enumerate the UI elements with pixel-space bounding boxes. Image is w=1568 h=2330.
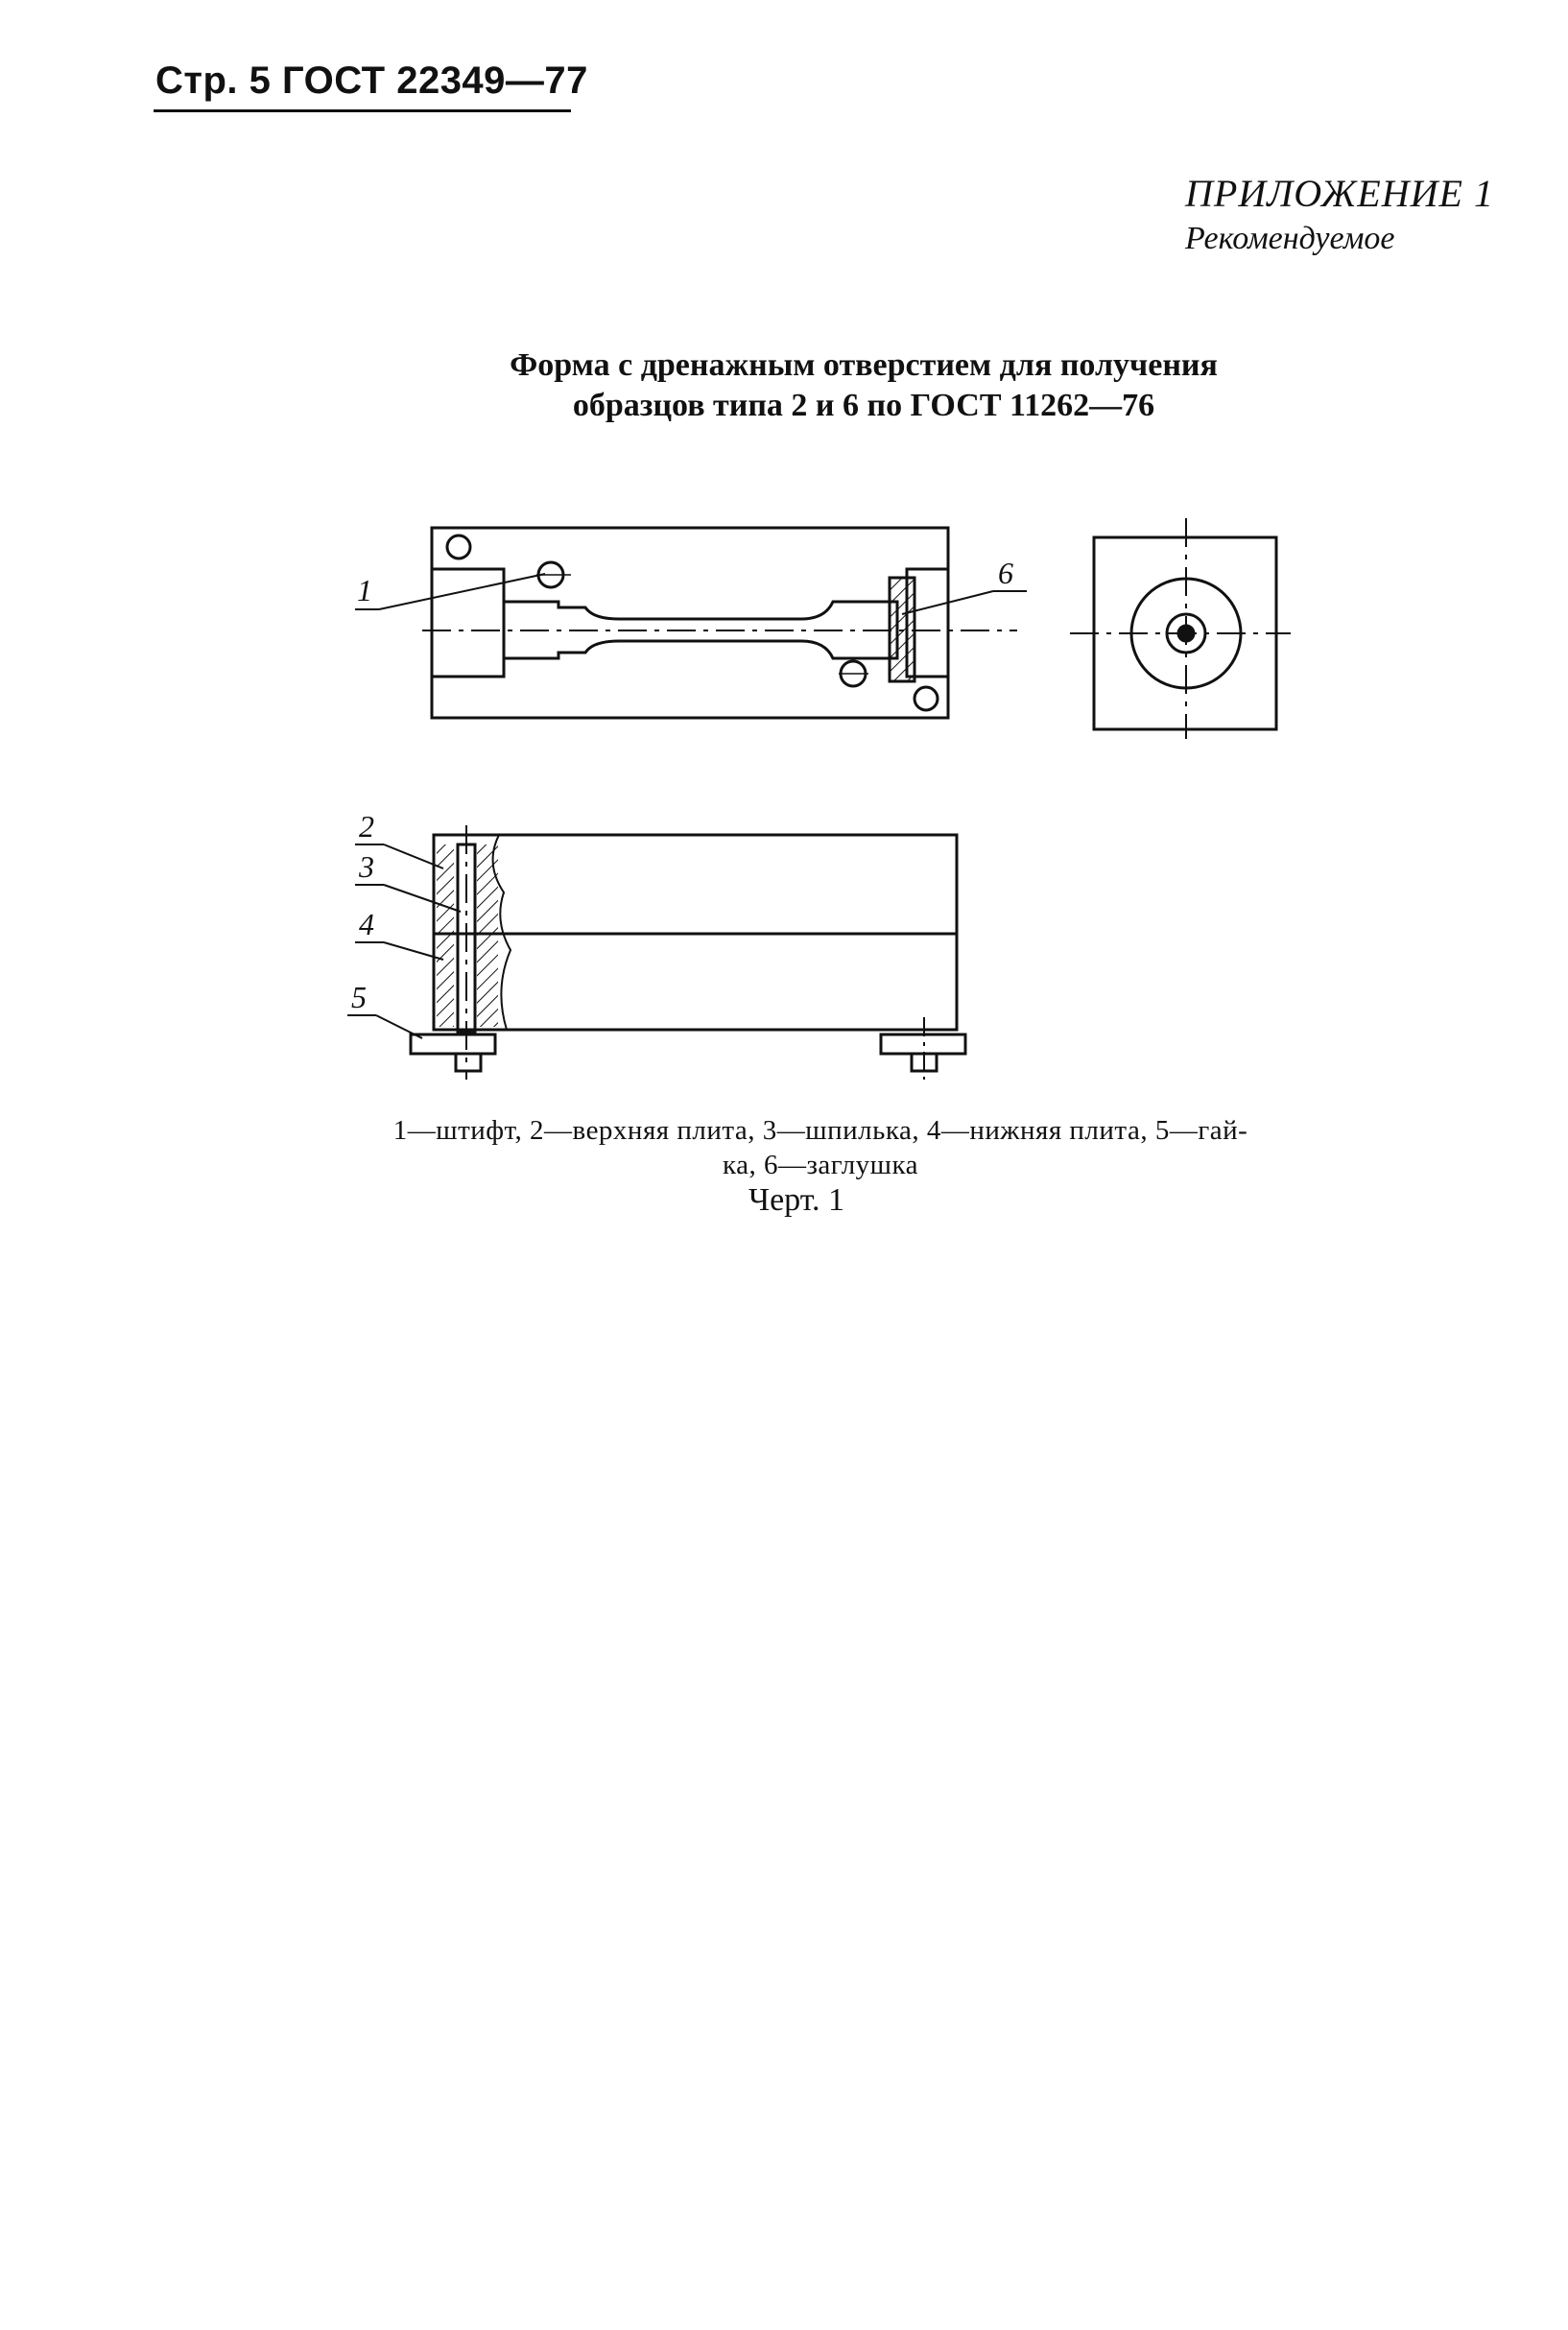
appendix-title: ПРИЛОЖЕНИЕ 1 [1185,172,1494,215]
figure-caption: Черт. 1 [748,1182,845,1218]
callout-5-label: 5 [351,980,367,1014]
callout-6-label: 6 [998,556,1013,590]
figure-title-line-2: образцов типа 2 и 6 по ГОСТ 11262—76 [572,388,1155,423]
mold-end-view [1070,518,1291,739]
figure-title-line-1: Форма с дренажным отверстием для получения [510,347,1218,383]
mold-side-view [411,825,965,1080]
appendix-subtitle: Рекомендуемое [1185,221,1395,256]
legend-line-2: ка, 6—заглушка [722,1150,919,1180]
callout-1-label: 1 [357,573,372,607]
callout-3-label: 3 [359,849,374,884]
mold-top-view [422,528,1017,718]
callout-1 [355,573,545,609]
callout-5 [347,980,422,1038]
callout-4-label: 4 [359,907,374,941]
legend-line-1: 1—штифт, 2—верхняя плита, 3—шпилька, 4—нижняя плита, 5—гай- [392,1115,1248,1146]
page-header: Стр. 5 ГОСТ 22349—77 [155,59,588,102]
callout-2-label: 2 [359,809,374,844]
callout-6 [902,556,1027,614]
figure-legend [317,1113,1324,1182]
callout-4 [355,907,443,960]
